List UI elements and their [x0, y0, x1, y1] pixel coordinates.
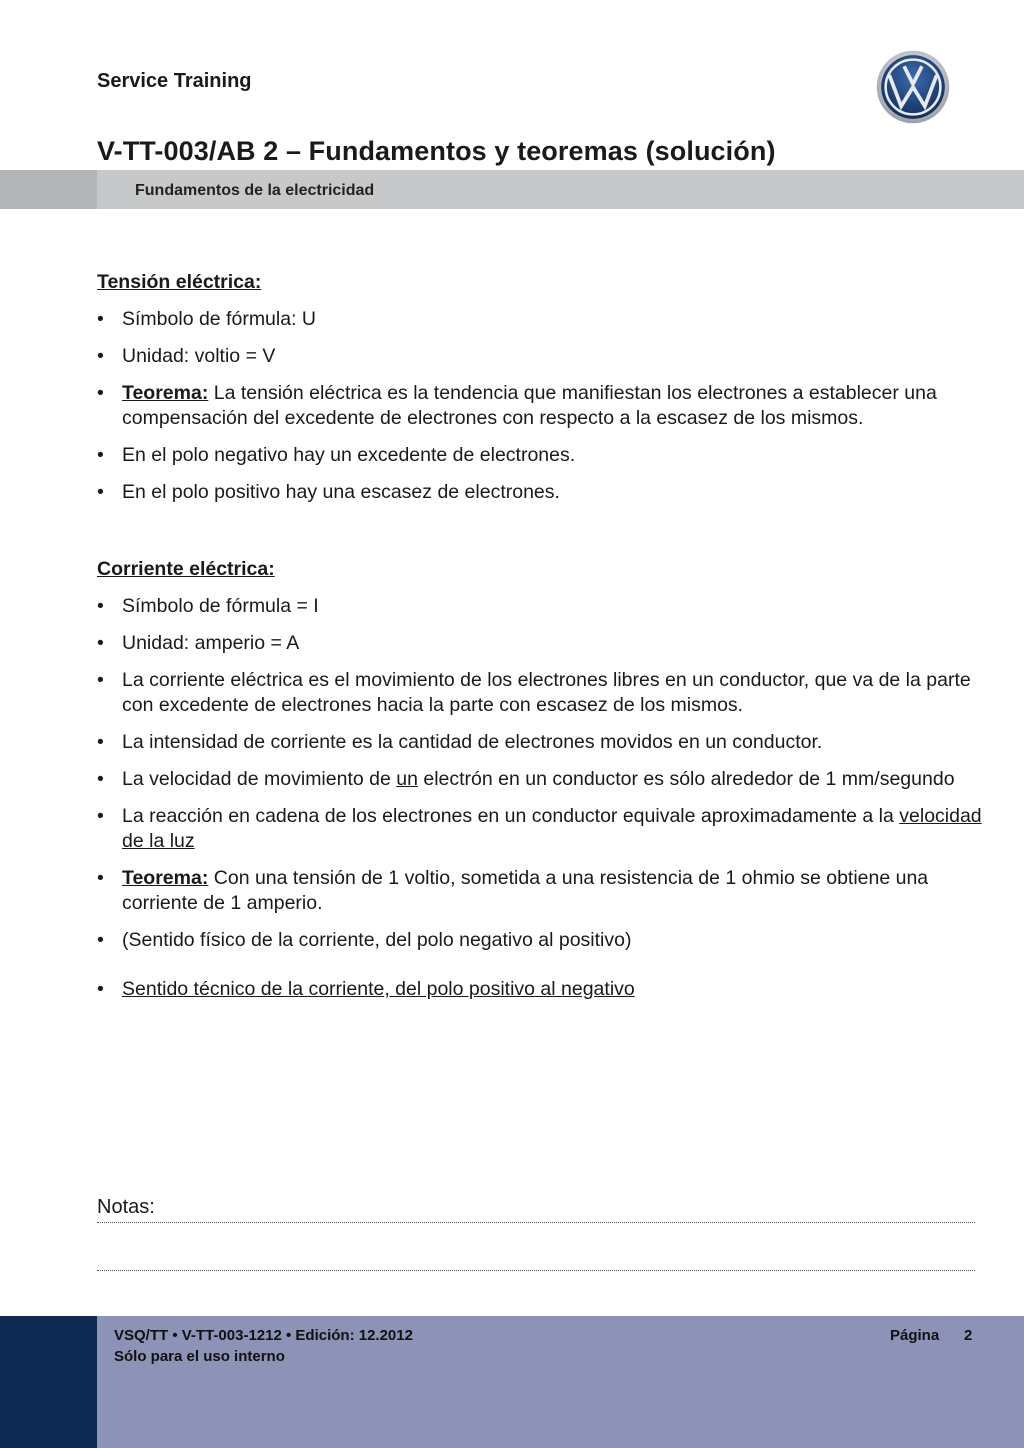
list-item — [97, 866, 987, 916]
theorem-label: Teorema: — [122, 382, 209, 404]
tension-list — [97, 307, 987, 505]
item-text: Unidad: amperio = A — [122, 632, 300, 654]
corriente-heading: Corriente eléctrica: — [97, 558, 275, 580]
brand-label: Service Training — [97, 70, 252, 92]
notes-line — [97, 1222, 975, 1223]
item-text: La tensión eléctrica es la tendencia que manifiestan los electrones a establecer una compensación del excedente de electrones con respecto a la escasez de los mismos. — [122, 382, 937, 429]
footer-margin — [0, 1316, 97, 1448]
section-band-margin — [0, 170, 97, 209]
item-text: En el polo positivo hay una escasez de electrones. — [122, 481, 560, 503]
vw-logo — [876, 50, 950, 124]
main-content — [97, 270, 987, 1014]
list-item — [97, 381, 987, 431]
tension-heading: Tensión eléctrica: — [97, 271, 262, 293]
footer — [0, 1316, 1024, 1448]
list-item — [97, 767, 987, 792]
list-item — [97, 307, 987, 332]
section-band — [0, 170, 1024, 209]
notes-label: Notas: — [97, 1196, 155, 1218]
list-item — [97, 928, 987, 953]
list-item — [97, 594, 987, 619]
section-subtitle: Fundamentos de la electricidad — [135, 182, 375, 199]
list-item — [97, 730, 987, 755]
item-text: Símbolo de fórmula = I — [122, 595, 319, 617]
footer-internal-use: Sólo para el uso interno — [114, 1348, 285, 1365]
item-text: La intensidad de corriente es la cantidad de electrones movidos en un conductor. — [122, 731, 823, 753]
document-title: V-TT-003/AB 2 – Fundamentos y teoremas (solución) — [97, 136, 776, 166]
item-text: La velocidad de movimiento de — [122, 768, 397, 790]
list-item — [97, 977, 987, 1002]
list-item — [97, 668, 987, 718]
page-label: Página — [890, 1327, 940, 1344]
list-item — [97, 631, 987, 656]
notes-line — [97, 1270, 975, 1271]
list-item — [97, 480, 987, 505]
item-text: (Sentido físico de la corriente, del polo negativo al positivo) — [122, 929, 632, 951]
underlined-phrase: velocidad de la luz — [122, 805, 982, 852]
item-text: La reacción en cadena de los electrones en un conductor equivale aproximadamente a la — [122, 805, 900, 827]
list-item — [97, 804, 987, 854]
corriente-list — [97, 594, 987, 1002]
item-text: Unidad: voltio = V — [122, 345, 276, 367]
item-text: La corriente eléctrica es el movimiento de los electrones libres en un conductor, que va de la parte con excedente de electrones hacia la parte con escasez de los mismos. — [122, 669, 971, 716]
list-item — [97, 344, 987, 369]
footer-doc-info: VSQ/TT • V-TT-003-1212 • Edición: 12.2012 — [114, 1327, 413, 1344]
item-text: electrón en un conductor es sólo alrededor de 1 mm/segundo — [417, 768, 955, 790]
item-text: Símbolo de fórmula: U — [122, 308, 317, 330]
underlined-item-text: Sentido técnico de la corriente, del polo positivo al negativo — [122, 978, 635, 1000]
item-text: En el polo negativo hay un excedente de electrones. — [122, 444, 576, 466]
underlined-word: un — [396, 768, 418, 790]
theorem-label: Teorema: — [122, 867, 209, 889]
list-item — [97, 443, 987, 468]
item-text: Con una tensión de 1 voltio, sometida a una resistencia de 1 ohmio se obtiene una corriente de 1 amperio. — [122, 867, 929, 914]
page-number: 2 — [964, 1327, 973, 1344]
